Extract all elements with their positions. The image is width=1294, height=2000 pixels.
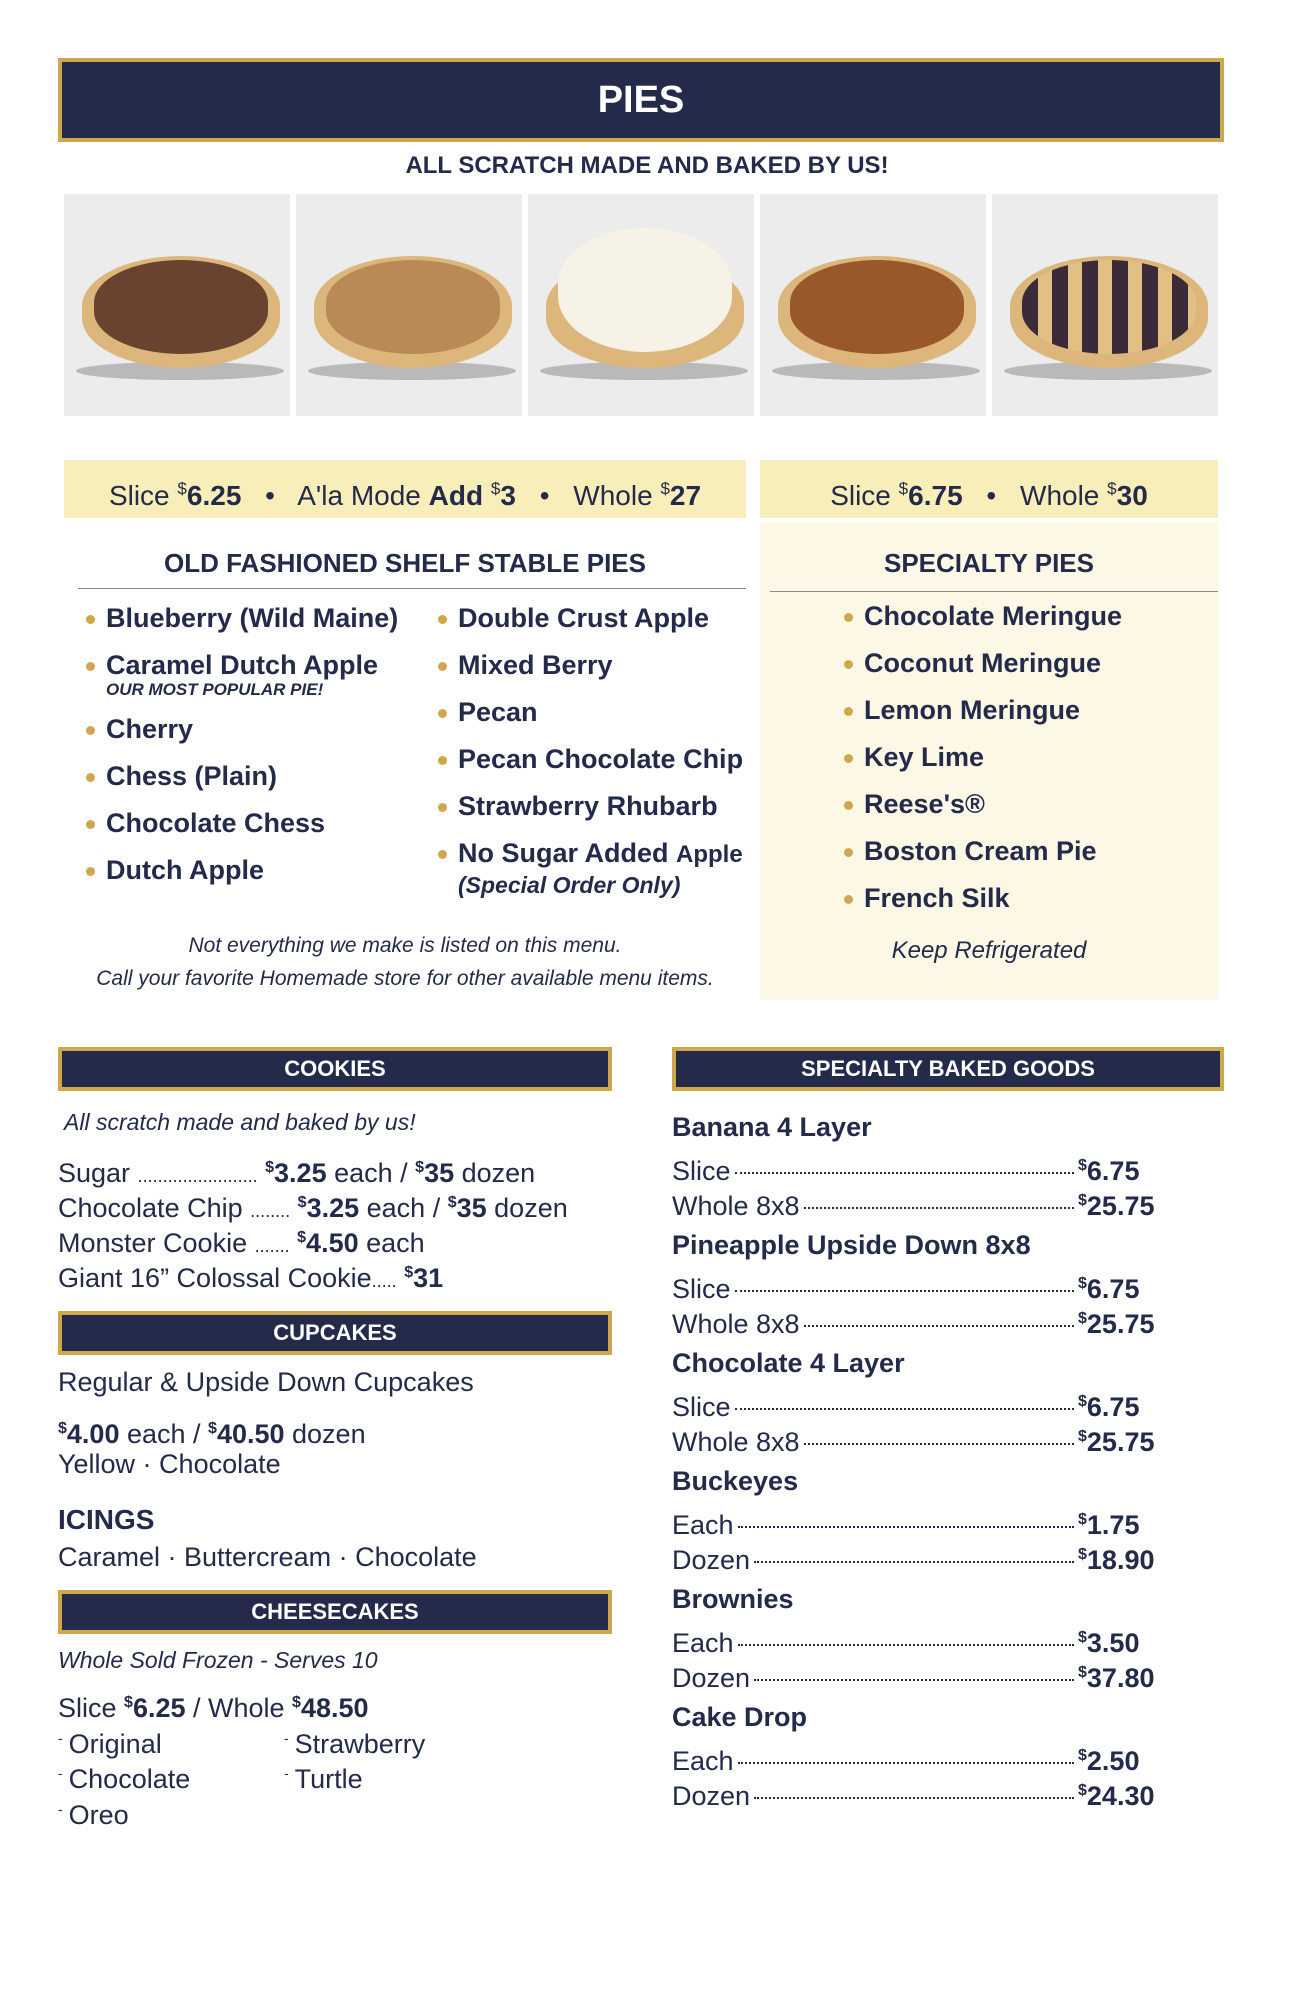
old-fashioned-heading: OLD FASHIONED SHELF STABLE PIES xyxy=(163,548,646,578)
cookie-row: Sugar ........................ $3.25 each / $35 dozen xyxy=(58,1158,536,1188)
price-row: Dozen $24.30 xyxy=(672,1781,1155,1811)
specialty-rule xyxy=(770,591,1218,592)
specialty-heading: SPECIALTY PIES xyxy=(884,548,1094,578)
crumb-pie-photo xyxy=(296,194,522,416)
butterscotch-pie-photo xyxy=(760,194,986,416)
meringue-pie-photo xyxy=(528,194,754,416)
menu-note: Not everything we make is listed on this menu. Call your favorite Homemade store for other available menu items. xyxy=(96,934,714,990)
chocolate-pie-photo xyxy=(64,194,290,416)
icings-title: ICINGS xyxy=(58,1504,155,1535)
price-row: Each $1.75 xyxy=(672,1510,1140,1540)
price-row: Whole 8x8 $25.75 xyxy=(672,1191,1155,1221)
cheesecake-flavor: - Strawberry xyxy=(284,1721,425,1761)
baked-item-title: Cake Drop xyxy=(672,1702,808,1732)
list-item: French Silk xyxy=(842,883,1122,913)
cookie-row: Chocolate Chip ........ $3.25 each / $35 dozen xyxy=(58,1193,568,1223)
cheesecakes-header: CHEESECAKES xyxy=(58,1590,612,1634)
baked-item-title: Chocolate 4 Layer xyxy=(672,1348,905,1378)
list-item: Pecan xyxy=(436,697,743,727)
old-fashioned-rule xyxy=(78,588,746,589)
list-item: Blueberry (Wild Maine) xyxy=(84,603,398,633)
icings-flavors: Caramel · Buttercream · Chocolate xyxy=(58,1542,477,1572)
cookies-header: COOKIES xyxy=(58,1047,612,1091)
cookies-subtitle: All scratch made and baked by us! xyxy=(64,1109,416,1135)
price-row: Each $2.50 xyxy=(672,1746,1140,1776)
pies-title: PIES xyxy=(597,79,685,121)
specialty-list xyxy=(842,601,1122,930)
list-item: Strawberry Rhubarb xyxy=(436,791,743,821)
lattice-berry-pie-photo xyxy=(992,194,1218,416)
list-item: Mixed Berry xyxy=(436,650,743,680)
list-item: Double Crust Apple xyxy=(436,603,743,633)
baked-item-title: Buckeyes xyxy=(672,1466,799,1496)
cheesecake-flavor: - Oreo xyxy=(58,1792,129,1832)
price-row: Each $3.50 xyxy=(672,1628,1140,1658)
price-row: Dozen $37.80 xyxy=(672,1663,1155,1693)
cheesecakes-prices: Slice $6.25 / Whole $48.50 xyxy=(58,1693,369,1723)
list-item: Chocolate Meringue xyxy=(842,601,1122,631)
list-item: Reese's® xyxy=(842,789,1122,819)
old-fashioned-list-2 xyxy=(436,603,743,917)
list-item: Chess (Plain) xyxy=(84,761,398,791)
list-item: Dutch Apple xyxy=(84,855,398,885)
cupcakes-prices: $4.00 each / $40.50 dozen xyxy=(58,1419,366,1449)
list-item: Pecan Chocolate Chip xyxy=(436,744,743,774)
old-fashioned-list-1 xyxy=(84,603,398,902)
pies-tagline: ALL SCRATCH MADE AND BAKED BY US! xyxy=(405,152,889,179)
cupcakes-flavors: Yellow · Chocolate xyxy=(58,1449,281,1479)
cheesecake-flavor: - Turtle xyxy=(284,1756,363,1796)
cookie-row: Giant 16” Colossal Cookie..... $31 xyxy=(58,1263,444,1293)
baked-item-title: Pineapple Upside Down 8x8 xyxy=(672,1230,1031,1260)
price-row: Dozen $18.90 xyxy=(672,1545,1155,1575)
special-order-note: (Special Order Only) xyxy=(458,872,681,898)
old-fashioned-price-band: Slice $6.25 • A'la Mode Add $3 • Whole $27 xyxy=(64,460,746,518)
cupcakes-header: CUPCAKES xyxy=(58,1311,612,1355)
cheesecake-flavor: - Chocolate xyxy=(58,1756,190,1796)
baked-item-title: Banana 4 Layer xyxy=(672,1112,872,1142)
price-row: Slice $6.75 xyxy=(672,1392,1140,1422)
cookie-row: Monster Cookie ....... $4.50 each xyxy=(58,1228,425,1258)
cupcakes-line: Regular & Upside Down Cupcakes xyxy=(58,1367,474,1397)
list-item: Chocolate Chess xyxy=(84,808,398,838)
list-item: Key Lime xyxy=(842,742,1122,772)
list-item: Caramel Dutch Apple OUR MOST POPULAR PIE! xyxy=(84,650,398,700)
baked-item-title: Brownies xyxy=(672,1584,794,1614)
list-item: Cherry xyxy=(84,714,398,744)
price-row: Slice $6.75 xyxy=(672,1156,1140,1186)
list-item: Coconut Meringue xyxy=(842,648,1122,678)
popular-note: OUR MOST POPULAR PIE! xyxy=(106,680,324,699)
specialty-baked-header: SPECIALTY BAKED GOODS xyxy=(672,1047,1224,1091)
list-item: Lemon Meringue xyxy=(842,695,1122,725)
cheesecakes-subtitle: Whole Sold Frozen - Serves 10 xyxy=(58,1647,378,1673)
price-row: Whole 8x8 $25.75 xyxy=(672,1427,1155,1457)
list-item: No Sugar Added Apple (Special Order Only) xyxy=(436,838,743,900)
price-row: Slice $6.75 xyxy=(672,1274,1140,1304)
specialty-price-band: Slice $6.75 • Whole $30 xyxy=(760,460,1218,518)
keep-refrigerated-note: Keep Refrigerated xyxy=(891,937,1087,964)
pies-header xyxy=(58,58,1224,142)
list-item: Boston Cream Pie xyxy=(842,836,1122,866)
price-row: Whole 8x8 $25.75 xyxy=(672,1309,1155,1339)
cheesecake-flavor: - Original xyxy=(58,1721,162,1761)
